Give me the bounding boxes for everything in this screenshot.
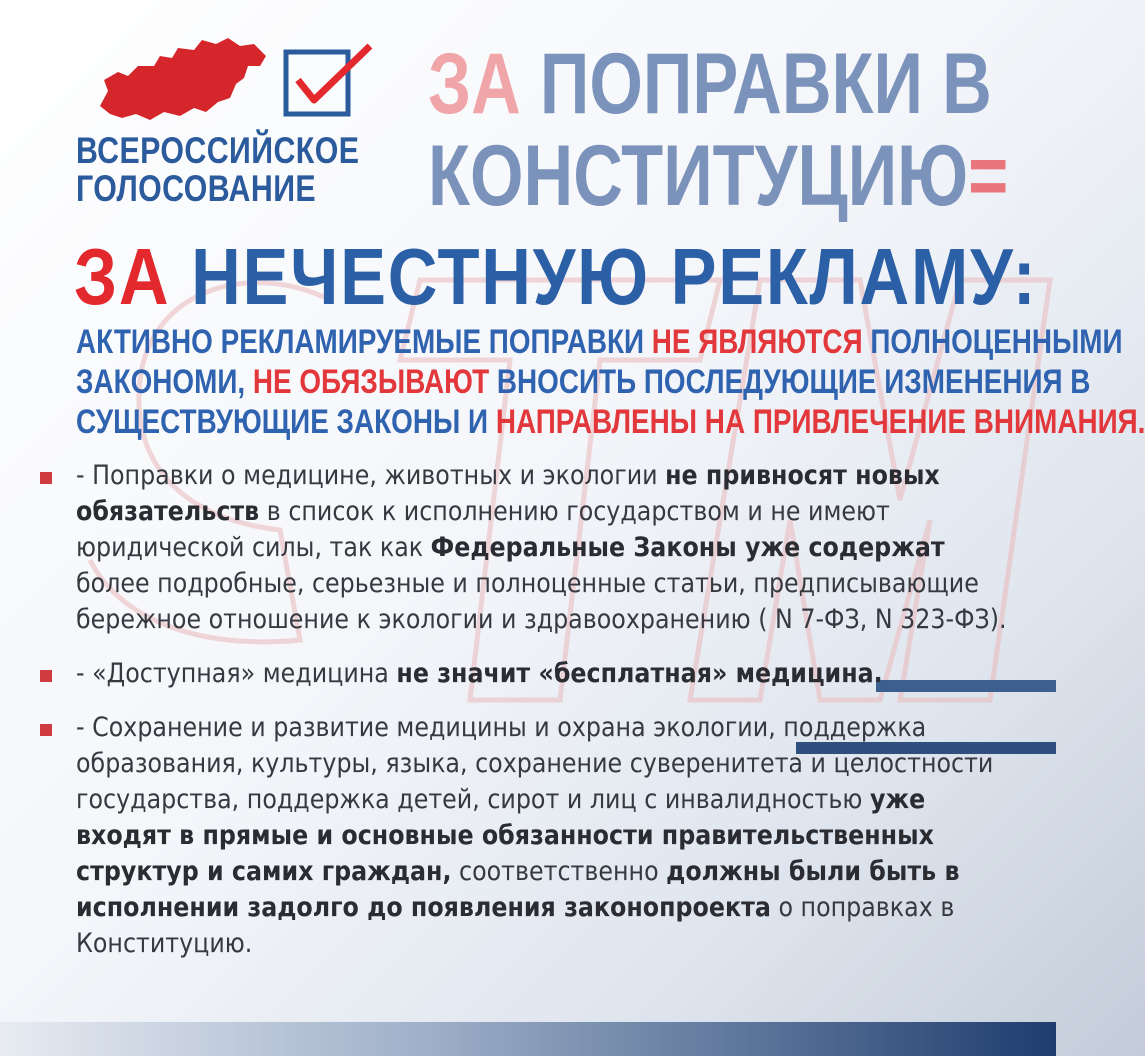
item-bold-part: не привносят новых обязательств — [76, 460, 940, 527]
item-bold-part: Федеральные Законы уже содержат — [430, 532, 945, 563]
title-rest: НЕЧЕСТНУЮ РЕКЛАМУ: — [191, 232, 1038, 321]
subtitle-text: ПОЛНОЦЕННЫМИ — [862, 323, 1123, 361]
subtitle-highlight: НАПРАВЛЕНЫ НА ПРИВЛЕЧЕНИЕ ВНИМАНИЯ. — [495, 403, 1145, 441]
subtitle-highlight: НЕ ЯВЛЯЮТСЯ — [651, 323, 863, 361]
subtitle-text: АКТИВНО РЕКЛАМИРУЕМЫЕ ПОПРАВКИ — [76, 323, 652, 361]
bullet-square-icon — [40, 670, 52, 682]
item-bold-part: уже входят в прямые и основные обязанности правительственных структур и самих граждан, — [76, 784, 934, 887]
list-item — [34, 710, 994, 962]
headline-equals: = — [968, 128, 1009, 224]
item-text-part: в список к исполнению государством и не имеют юридической силы, так как — [76, 496, 890, 563]
item-text — [76, 458, 1009, 638]
main-title — [74, 232, 1038, 322]
subtitle-highlight: НЕ ОБЯЗЫВАЮТ — [252, 363, 490, 401]
subtitle-text: ВНОСИТЬ ПОСЛЕДУЮЩИЕ ИЗМЕНЕНИЯ В — [489, 363, 1091, 401]
bullet-square-icon — [40, 472, 52, 484]
headline — [428, 36, 1009, 224]
title-za: ЗА — [74, 232, 171, 321]
checkbox-check-icon — [284, 44, 374, 120]
subtitle-text: СУЩЕСТВУЮЩИЕ ЗАКОНЫ И — [76, 403, 496, 441]
headline-rest-1: ПОПРАВКИ В — [539, 36, 992, 132]
logo-text — [76, 130, 360, 209]
item-text-part: более подробные, серьезные и полноценные статьи, предписывающие бережное отношение к экологии и здравоохранению ( N 7-ФЗ, N 323-ФЗ). — [76, 568, 1007, 635]
logo-line-2: ГОЛОСОВАНИЕ — [76, 168, 317, 209]
item-text — [76, 656, 1009, 692]
item-text-part: - «Доступная» медицина — [76, 658, 397, 689]
item-text-part: - Поправки о медицине, животных и экологии — [76, 460, 666, 491]
headline-za: ЗА — [428, 36, 521, 132]
item-bold-part: должны были быть в исполнении задолго до появления законопроекта — [76, 856, 960, 923]
item-bold-part: не значит «бесплатная» медицина. — [396, 658, 883, 689]
list-item — [34, 656, 994, 692]
item-text-part: о поправках в Конституцию. — [76, 892, 955, 959]
item-text — [76, 710, 1009, 962]
subtitle-text: ЗАКОНОМИ, — [76, 363, 253, 401]
subtitle — [76, 322, 1145, 442]
bottom-band — [0, 1022, 1056, 1056]
list-item — [34, 458, 1007, 638]
bullet-square-icon — [40, 724, 52, 736]
headline-rest-2: КОНСТИТУЦИЮ — [428, 128, 969, 224]
item-text-part: - Сохранение и развитие медицины и охрана экологии, поддержка образования, культуры, языка, сохранение суверенитета и целостности государства, поддержка детей, сирот и лиц с инвалидностью — [76, 712, 994, 815]
item-text-part: соответственно — [451, 856, 667, 887]
russia-map-icon — [98, 36, 268, 126]
logo-line-1: ВСЕРОССИЙСКОЕ — [76, 130, 360, 171]
bullet-list — [34, 458, 1007, 962]
